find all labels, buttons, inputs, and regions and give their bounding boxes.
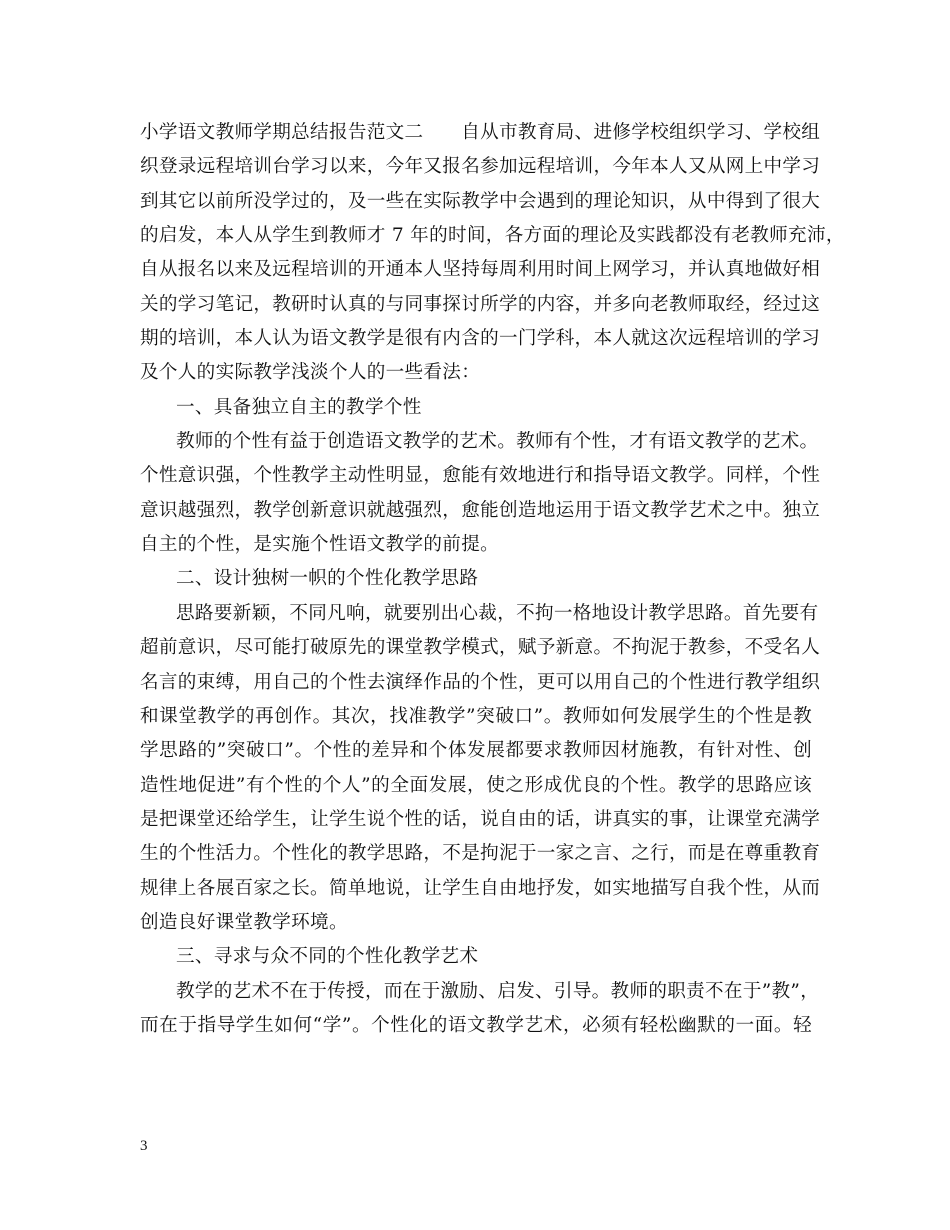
- text-line: 小学语文教师学期总结报告范文二 自从市教育局、进修学校组织学习、学校组: [140, 122, 821, 143]
- text-line: 到其它以前所没学过的，及一些在实际教学中会遇到的理论知识，从中得到了很大: [140, 190, 821, 212]
- document-body: [140, 116, 845, 1043]
- text-line: 二、设计独树一帜的个性化教学思路: [176, 568, 479, 590]
- text-line: 期的培训，本人认为语文教学是很有内含的一门学科，本人就这次远程培训的学习: [140, 328, 821, 350]
- text-line: 和课堂教学的再创作。其次，找准教学”突破口”。教师如何发展学生的个性是教: [140, 705, 812, 727]
- text-line: 个性意识强，个性教学主动性明显，愈能有效地进行和指导语文教学。同样，个性: [140, 465, 821, 487]
- text-line: 名言的束缚，用自己的个性去演绎作品的个性，更可以用自己的个性进行教学组织: [140, 671, 821, 693]
- text-line: 及个人的实际教学浅淡个人的一些看法：: [140, 362, 481, 384]
- text-line: 一、具备独立自主的教学个性: [176, 396, 422, 418]
- text-line: 生的个性活力。个性化的教学思路，不是拘泥于一家之言、之行，而是在尊重教育: [140, 843, 821, 865]
- text-line: 超前意识，尽可能打破原先的课堂教学模式，赋予新意。不拘泥于教参，不受名人: [140, 637, 821, 659]
- text-line: 织登录远程培训台学习以来，今年又报名参加远程培训，今年本人又从网上中学习: [140, 156, 821, 178]
- text-line: 关的学习笔记，教研时认真的与同事探讨所学的内容，并多向老教师取经，经过这: [140, 293, 821, 315]
- text-line: 教师的个性有益于创造语文教学的艺术。教师有个性，才有语文教学的艺术。: [176, 431, 819, 453]
- text-line: 自从报名以来及远程培训的开通本人坚持每周利用时间上网学习，并认真地做好相: [140, 259, 821, 281]
- text-line: 三、寻求与众不同的个性化教学艺术: [176, 946, 479, 968]
- text-line: 是把课堂还给学生，让学生说个性的话，说自由的话，讲真实的事，让课堂充满学: [140, 808, 821, 830]
- page-number: 3: [140, 1138, 148, 1154]
- text-line: 造性地促进”有个性的个人”的全面发展，使之形成优良的个性。教学的思路应该: [140, 774, 812, 796]
- text-line: 的启发，本人从学生到教师才 7 年的时间，各方面的理论及实践都没有老教师充沛，: [140, 225, 845, 247]
- text-line: 规律上各展百家之长。简单地说，让学生自由地抒发，如实地描写自我个性，从而: [140, 877, 821, 899]
- text-line: 思路要新颖，不同凡响，就要别出心裁，不拘一格地设计教学思路。首先要有: [176, 602, 819, 624]
- text-line: 学思路的”突破口”。个性的差异和个体发展都要求教师因材施教，有针对性、创: [140, 740, 812, 762]
- text-line: 自主的个性，是实施个性语文教学的前提。: [140, 534, 499, 556]
- text-line: 创造良好课堂教学环境。: [140, 911, 348, 933]
- text-line: 教学的艺术不在于传授，而在于激励、启发、引导。教师的职责不在于”教”，: [176, 980, 820, 1002]
- text-line: 意识越强烈，教学创新意识就越强烈，愈能创造地运用于语文教学艺术之中。独立: [140, 499, 821, 521]
- text-line: 而在于指导学生如何“学”。个性化的语文教学艺术，必须有轻松幽默的一面。轻: [140, 1014, 812, 1036]
